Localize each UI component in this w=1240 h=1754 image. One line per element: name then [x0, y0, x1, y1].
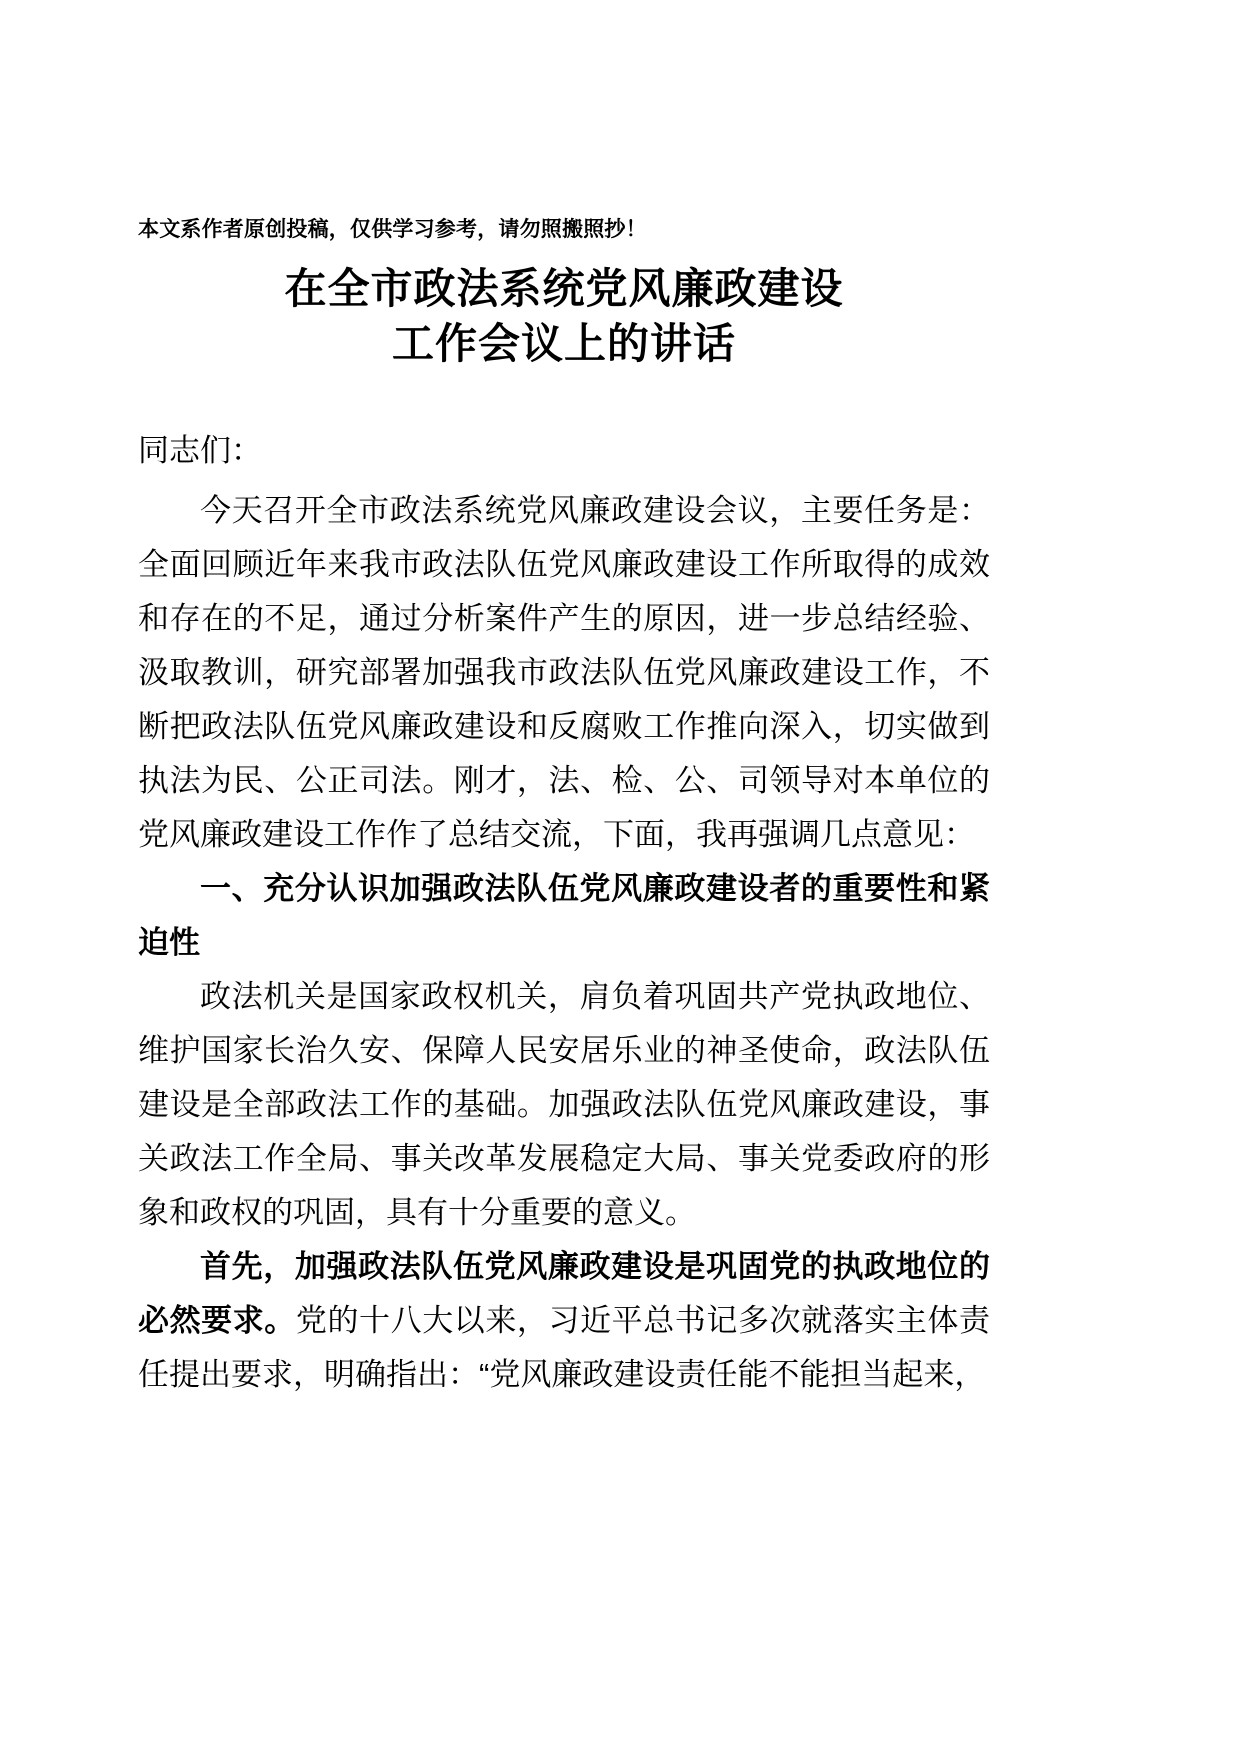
document-body — [138, 424, 990, 1402]
section-one-body: 政法机关是国家政权机关，肩负着巩固共产党执政地位、维护国家长治久安、保障人民安居乐业的神圣使命，政法队伍建设是全部政法工作的基础。加强政法队伍党风廉政建设，事关政法工作全局、事关改革发展稳定大局、事关党委政府的形象和政权的巩固，具有十分重要的意义。 — [138, 978, 990, 1230]
salutation: 同志们： — [138, 432, 262, 468]
document-title-line-1: 在全市政法系统党风廉政建设 — [284, 265, 844, 313]
paragraph-first-point — [138, 1240, 990, 1402]
document-title — [138, 262, 990, 371]
page-content — [138, 0, 990, 1402]
first-point-bold-lead: 首先，加强政法队伍党风廉政建设是巩固党的执政地位的必然要求。 — [138, 1248, 990, 1338]
section-one-heading: 一、充分认识加强政法队伍党风廉政建设者的重要性和紧迫性 — [138, 870, 990, 960]
paragraph-opening: 今天召开全市政法系统党风廉政建设会议，主要任务是：全面回顾近年来我市政法队伍党风廉政建设工作所取得的成效和存在的不足，通过分析案件产生的原因，进一步总结经验、汲取教训，研究部署加强我市政法队伍党风廉政建设工作，不断把政法队伍党风廉政建设和反腐败工作推向深入，切实做到执法为民、公正司法。刚才，法、检、公、司领导对本单位的党风廉政建设工作作了总结交流，下面，我再强调几点意见： — [138, 492, 990, 852]
first-point-rest: 党的十八大以来，习近平总书记多次就落实主体责任提出要求，明确指出：“党风廉政建设责任能不能担当起来， — [138, 1302, 991, 1392]
document-title-line-2: 工作会议上的讲话 — [391, 319, 736, 367]
copyright-notice: 本文系作者原创投稿，仅供学习参考，请勿照搬照抄！ — [138, 218, 647, 241]
